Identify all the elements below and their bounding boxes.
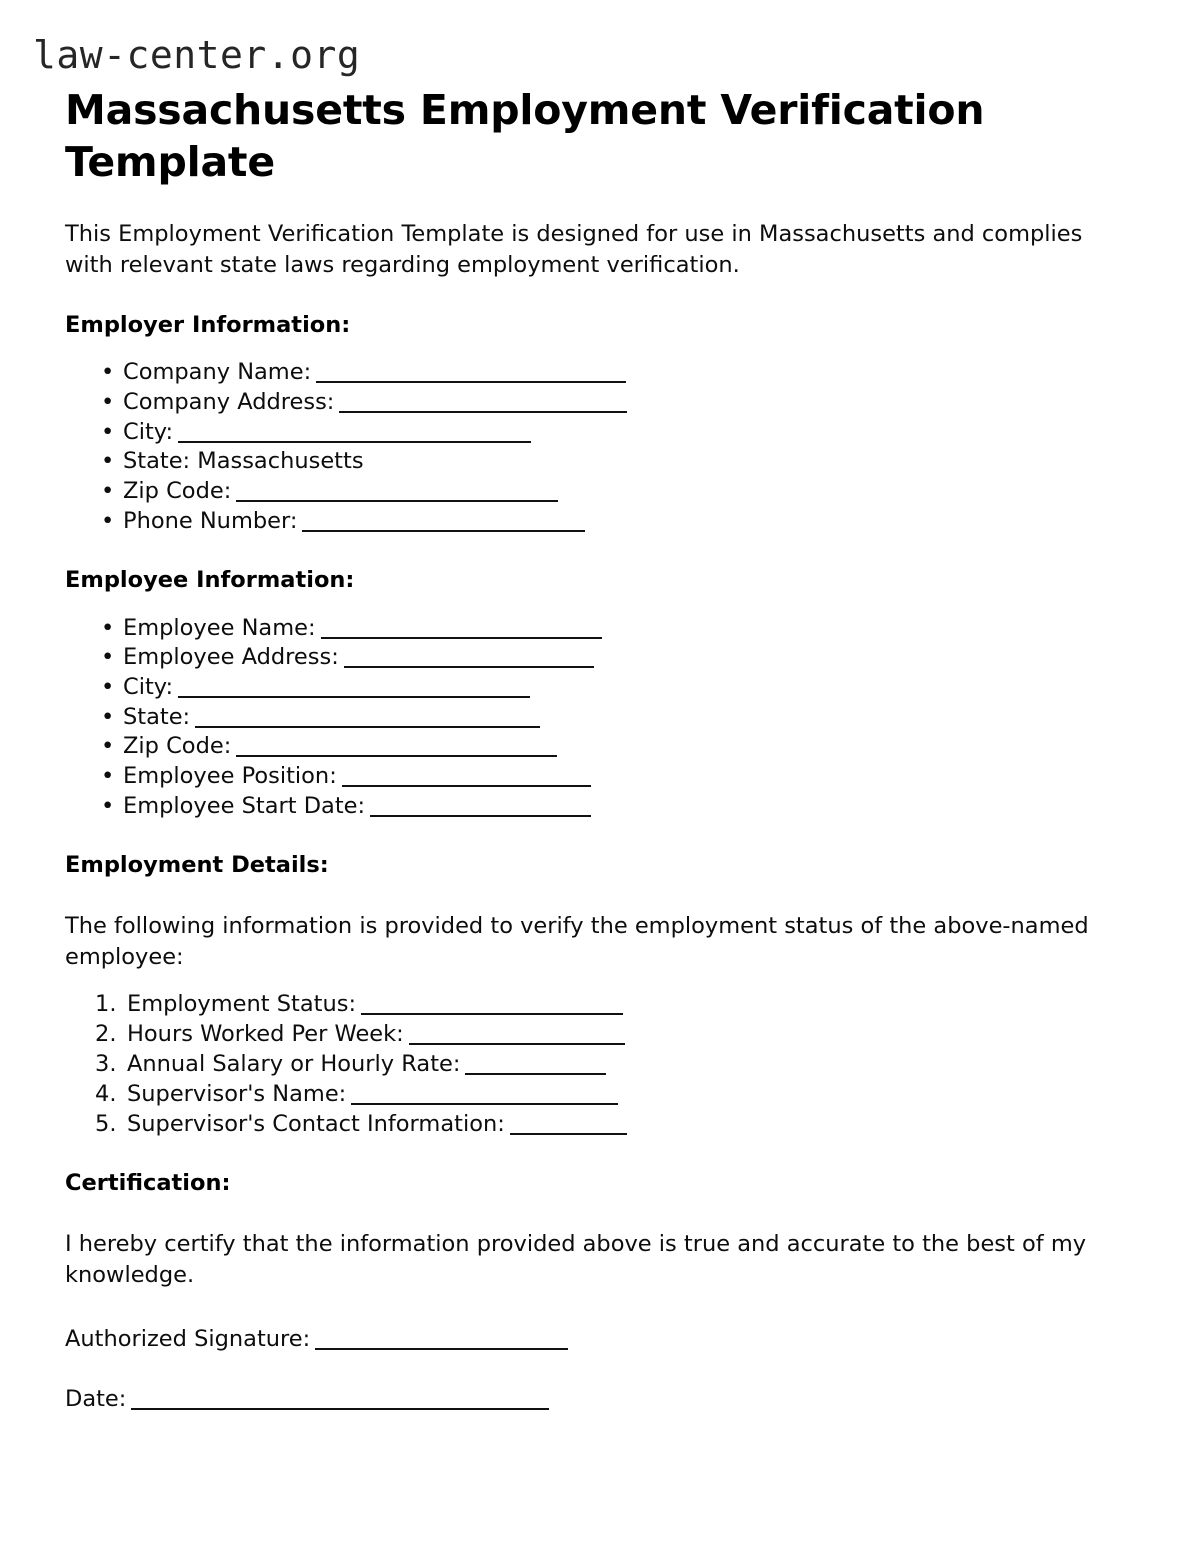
employer-field-label: Company Address: [123,388,335,415]
list-item [101,507,1121,537]
date-blank[interactable] [131,1394,549,1410]
list-number: 1. [95,990,117,1017]
detail-field-blank[interactable] [361,999,623,1015]
employee-field-label: Employee Start Date: [123,792,366,819]
bullet-icon: • [101,614,115,641]
bullet-icon: • [101,674,115,701]
authorized-signature-blank[interactable] [315,1334,568,1350]
list-item [95,1110,1121,1140]
date-label: Date: [65,1385,127,1412]
detail-field-label: Supervisor's Name: [127,1080,347,1107]
list-item [101,418,1121,448]
site-name: law-center.org [33,33,361,77]
detail-field-blank[interactable] [465,1059,606,1075]
employer-field-label: Company Name: [123,359,312,386]
employer-field-label: City: [123,418,174,445]
list-item [101,703,1121,733]
employee-field-blank[interactable] [321,623,602,639]
list-item [95,990,1121,1020]
page-title: Massachusetts Employment Verification Template [65,86,985,187]
list-number: 2. [95,1020,117,1047]
certification-statement: I hereby certify that the information provided above is true and accurate to the best of my knowledge. [65,1230,1087,1288]
employee-field-label: Zip Code: [123,733,232,760]
employer-information-heading: Employer Information: [65,312,351,339]
list-item [101,447,1121,477]
authorized-signature-label: Authorized Signature: [65,1325,311,1352]
bullet-icon: • [101,703,115,730]
list-item [95,1020,1121,1050]
detail-field-blank[interactable] [409,1029,625,1045]
bullet-icon: • [101,478,115,505]
list-number: 3. [95,1050,117,1077]
detail-field-label: Supervisor's Contact Information: [127,1110,505,1137]
bullet-icon: • [101,763,115,790]
employment-details-intro: The following information is provided to verify the employment status of the above-named employee: [65,912,1089,970]
employee-field-label: State: [123,703,191,730]
detail-field-blank[interactable] [510,1119,627,1135]
employee-field-label: City: [123,674,174,701]
employee-information-heading: Employee Information: [65,567,355,594]
employer-field-blank[interactable] [302,516,585,532]
employer-field-list [65,358,1121,536]
list-number: 5. [95,1110,117,1137]
employee-field-blank[interactable] [236,741,557,757]
employer-field-blank[interactable] [178,427,531,443]
certification-heading: Certification: [65,1170,231,1197]
bullet-icon: • [101,733,115,760]
list-item [101,614,1121,644]
employment-details-heading: Employment Details: [65,852,329,879]
bullet-icon: • [101,359,115,386]
employee-field-blank[interactable] [370,801,591,817]
list-item [101,673,1121,703]
bullet-icon: • [101,388,115,415]
authorized-signature-row [65,1325,1121,1355]
employer-field-blank[interactable] [236,486,558,502]
list-item [101,477,1121,507]
list-item [95,1050,1121,1080]
bullet-icon: • [101,448,115,475]
detail-field-blank[interactable] [351,1089,618,1105]
employee-field-blank[interactable] [178,682,530,698]
list-item [101,732,1121,762]
document-content [65,84,1121,1415]
bullet-icon: • [101,507,115,534]
employee-field-label: Employee Address: [123,644,339,671]
bullet-icon: • [101,792,115,819]
employer-field-blank[interactable] [316,367,626,383]
employment-details-list [65,990,1121,1140]
list-item [101,388,1121,418]
employer-field-label: State: Massachusetts [123,448,364,475]
employer-field-blank[interactable] [339,397,627,413]
detail-field-label: Hours Worked Per Week: [127,1020,404,1047]
list-item [101,358,1121,388]
employer-field-label: Zip Code: [123,478,232,505]
employee-field-list [65,614,1121,822]
bullet-icon: • [101,644,115,671]
detail-field-label: Annual Salary or Hourly Rate: [127,1050,461,1077]
date-row [65,1385,1121,1415]
list-item [101,643,1121,673]
list-number: 4. [95,1080,117,1107]
intro-paragraph: This Employment Verification Template is designed for use in Massachusetts and complies with relevant state laws regarding employment verification. [65,220,1083,278]
list-item [101,762,1121,792]
bullet-icon: • [101,418,115,445]
list-item [95,1080,1121,1110]
employee-field-blank[interactable] [342,771,591,787]
employee-field-label: Employee Name: [123,614,316,641]
employee-field-blank[interactable] [344,652,594,668]
employer-field-label: Phone Number: [123,507,298,534]
detail-field-label: Employment Status: [127,990,357,1017]
employee-field-blank[interactable] [195,712,540,728]
list-item [101,792,1121,822]
employee-field-label: Employee Position: [123,763,337,790]
